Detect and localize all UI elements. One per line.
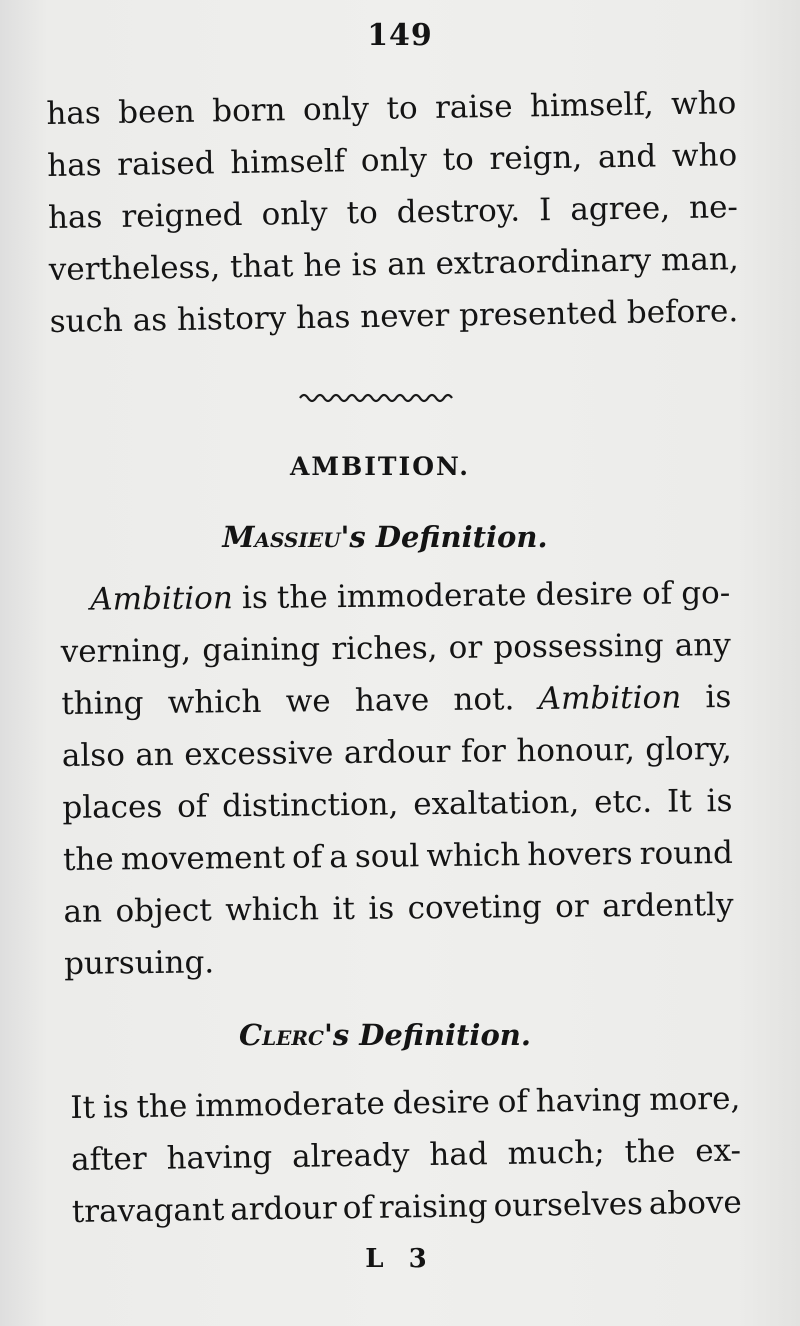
text-line: also an excessive ardour for honour, glory, [61, 730, 732, 774]
ornamental-rule [298, 390, 458, 404]
section-title: AMBITION. [290, 452, 470, 481]
text-line: has raised himself only to reign, and who [46, 137, 738, 184]
text-line: has reigned only to destroy. I agree, ne- [47, 189, 739, 236]
paragraph-clerc-definition [70, 1073, 742, 1238]
text-line: verning, gaining riches, or possessing any [60, 626, 731, 670]
text-line: has been born only to raise himself, who [46, 85, 737, 132]
subheading-massieu: Massieu's Definition. [222, 520, 548, 554]
text-line: travagant ardour of raising ourselves above [71, 1184, 742, 1230]
text-line: places of distinction, exaltation, etc. It is [62, 782, 733, 826]
subheading-clerc: Clerc's Definition. [239, 1018, 531, 1052]
text-line: vertheless, that he is an extraordinary man, [48, 241, 739, 288]
text-line: an object which it is coveting or ardently [63, 886, 734, 930]
paragraph-napoleon [46, 77, 740, 348]
text-line: the movement of a soul which hovers round [62, 834, 734, 878]
text-line: It is the immoderate desire of having more, [70, 1080, 741, 1126]
text-line: such as history has never presented before. [49, 293, 739, 340]
text-line: Ambition is the immoderate desire of go- [90, 574, 731, 618]
text-line: pursuing. [63, 944, 215, 982]
page-number: 149 [367, 18, 433, 53]
paragraph-massieu-definition [60, 567, 734, 990]
text-line: thing which we have not. Ambition is [61, 678, 732, 722]
text-line: after having already had much; the ex- [70, 1132, 742, 1178]
signature-mark: L 3 [365, 1244, 435, 1274]
